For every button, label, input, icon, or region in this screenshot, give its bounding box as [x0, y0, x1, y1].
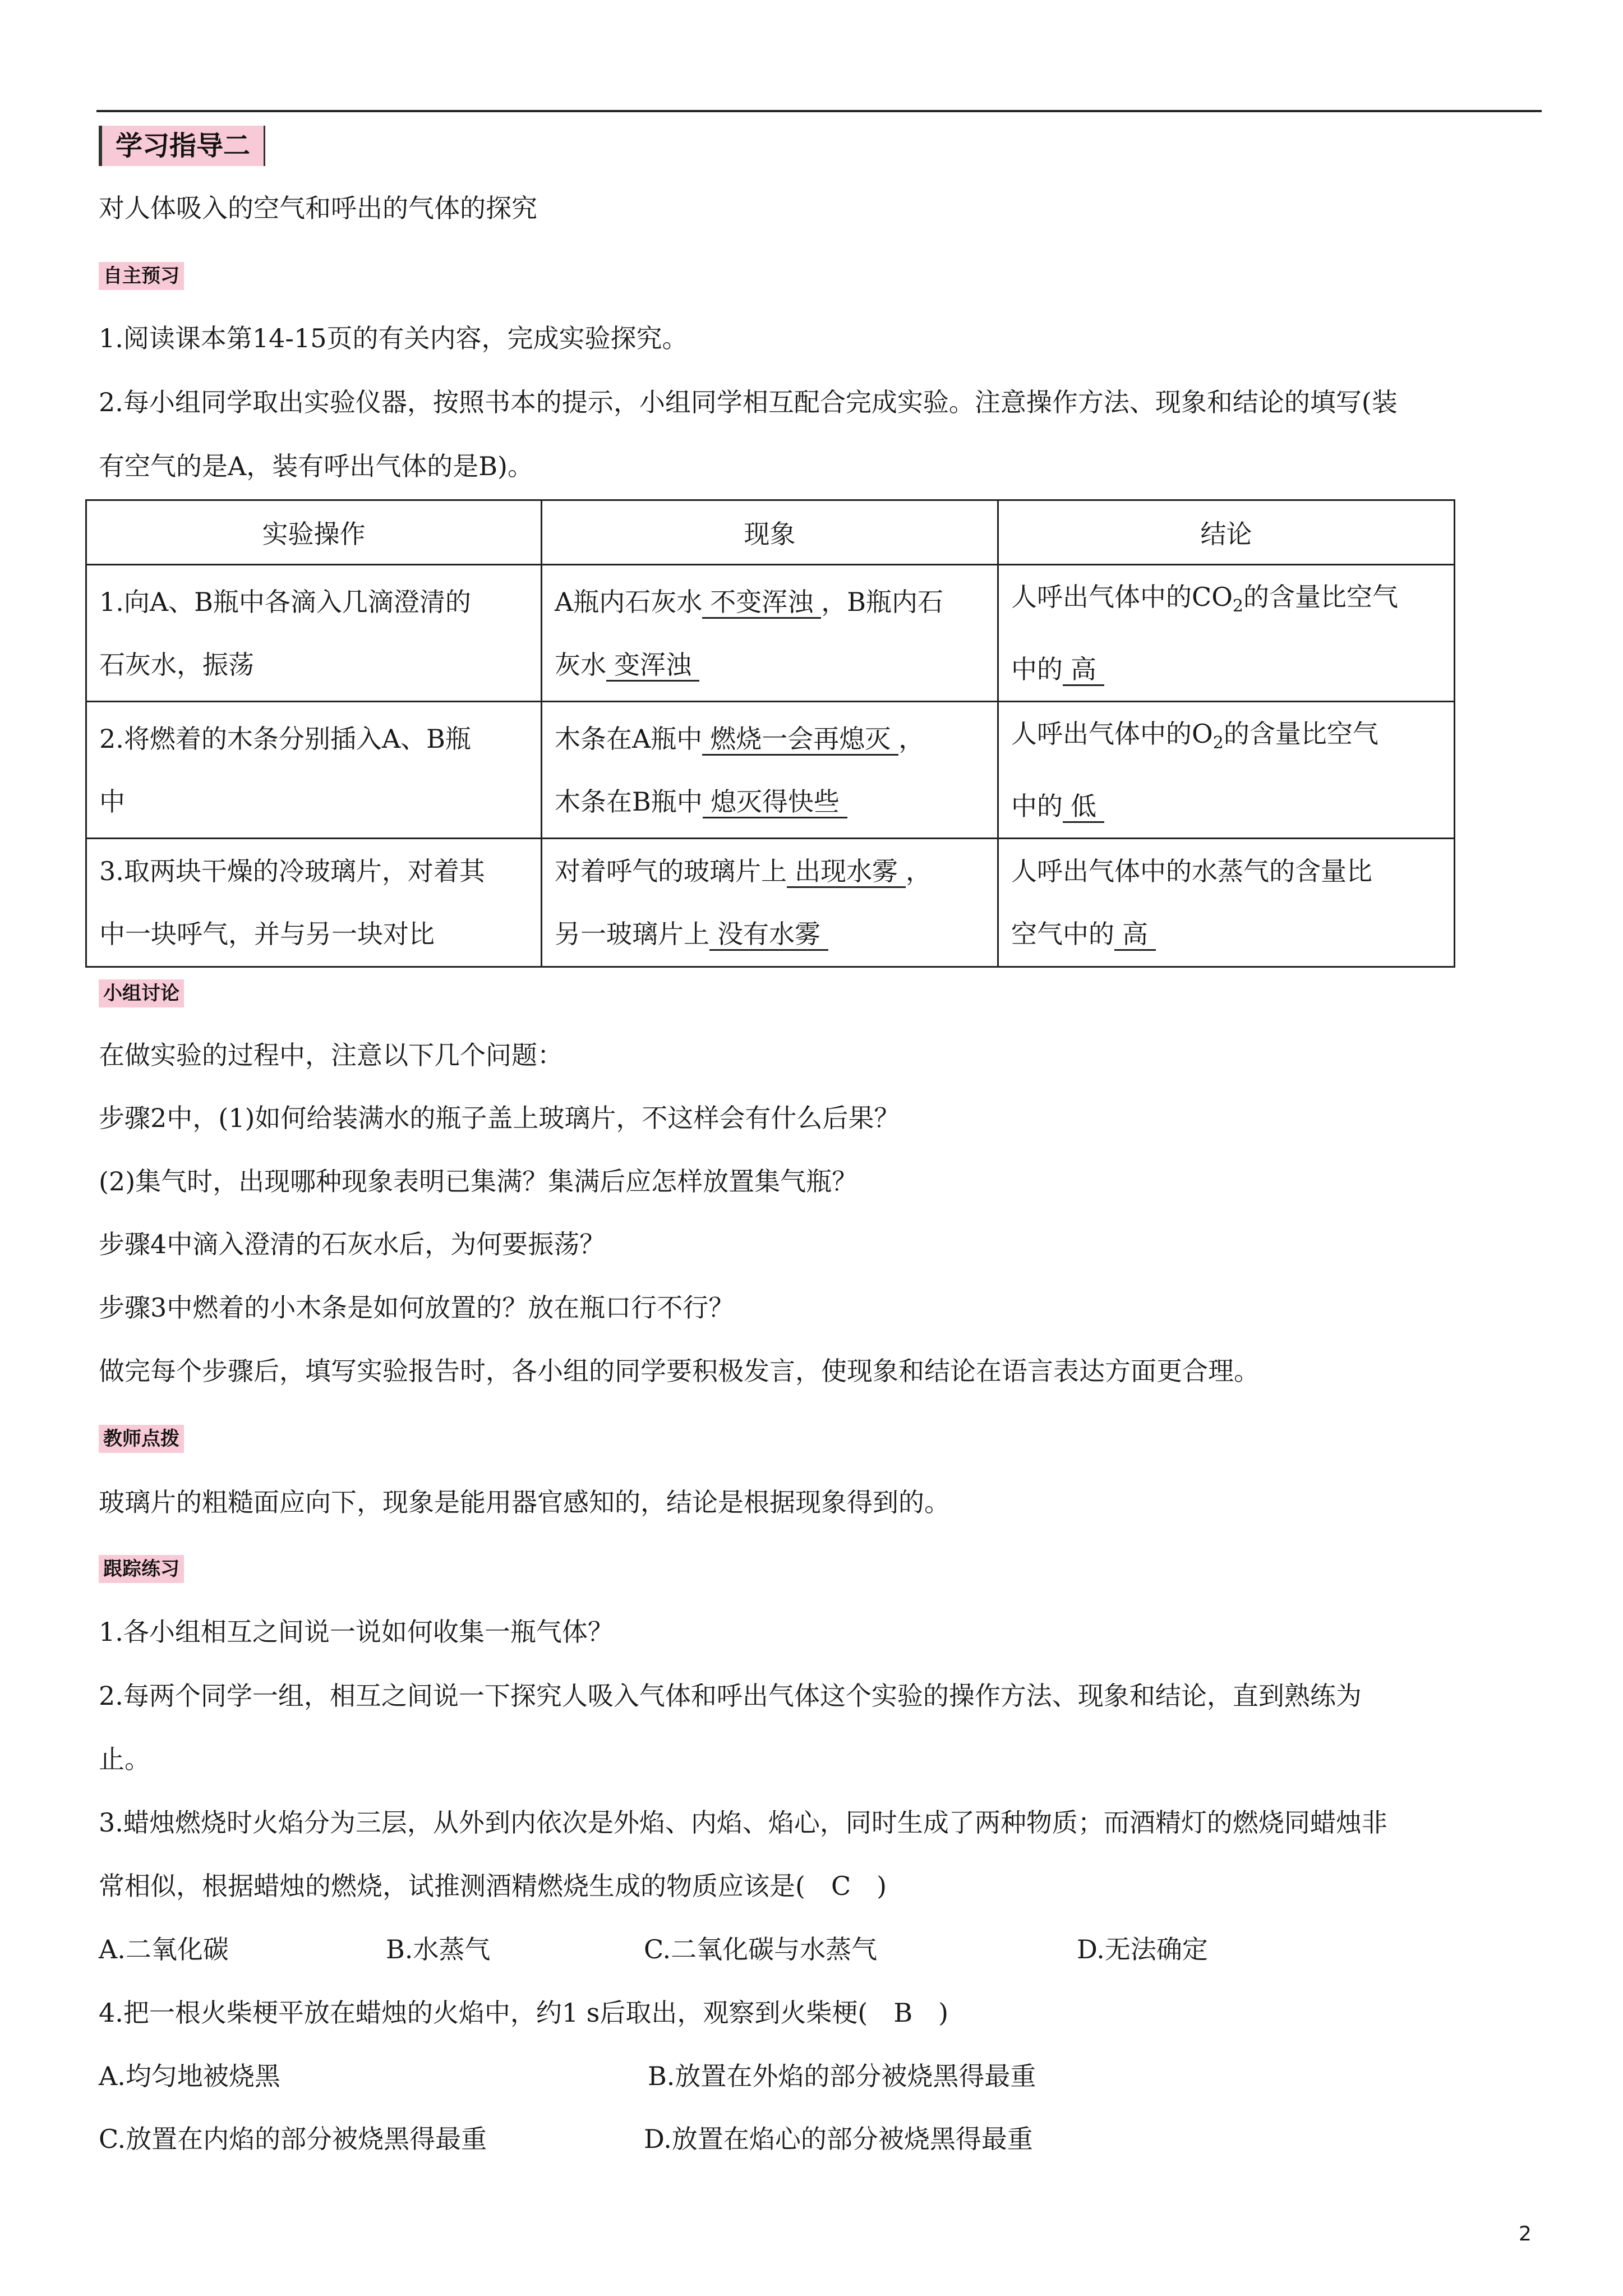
- answer-blank: 出现水雾: [787, 856, 906, 888]
- operation-cell: 1.向A、B瓶中各滴入几滴澄清的 石灰水，振荡: [86, 565, 542, 702]
- practice-q2: 2.每两个同学一组，相互之间说一下探究人吸入气体和呼出气体这个实验的操作方法、现象和结论，直到熟练为: [99, 1681, 1362, 1711]
- answer-blank: 高: [1063, 654, 1104, 686]
- conclusion-cell: 人呼出气体中的$CO_2$的含量比空气 中的 高: [998, 565, 1455, 702]
- phenomenon-cell: 木条在A瓶中 燃烧一会再熄灭 ， 木条在B瓶中 熄灭得快些: [542, 702, 998, 839]
- q3-option-d: D.无法确定: [1077, 1934, 1208, 1964]
- discussion-item: 步骤4中滴入澄清的石灰水后，为何要振荡？: [99, 1229, 606, 1259]
- practice-q1: 1.各小组相互之间说一说如何收集一瓶气体？: [99, 1617, 614, 1647]
- q4-option-a: A.均匀地被烧黑: [99, 2061, 280, 2091]
- answer-blank: 变浑浊: [606, 650, 699, 682]
- q3-option-c: C.二氧化碳与水蒸气: [644, 1934, 878, 1964]
- discussion-item: 在做实验的过程中，注意以下几个问题：: [99, 1040, 563, 1070]
- practice-q4: 4.把一根火柴梗平放在蜡烛的火焰中，约1 s后取出，观察到火柴梗( B ): [99, 1998, 949, 2028]
- header-conclusion: 结论: [998, 500, 1455, 565]
- discussion-item: (2)集气时，出现哪种现象表明已集满？集满后应怎样放置集气瓶？: [99, 1166, 858, 1197]
- preview-item-1: 1.阅读课本第14-15页的有关内容，完成实验探究。: [99, 323, 688, 353]
- tag-teacher: 教师点拨: [99, 1425, 184, 1453]
- tag-practice: 跟踪练习: [99, 1555, 184, 1583]
- table-row: [86, 565, 1455, 702]
- practice-q3: 3.蜡烛燃烧时火焰分为三层，从外到内依次是外焰、内焰、焰心，同时生成了两种物质；而酒精灯的燃烧同蜡烛非: [99, 1807, 1387, 1838]
- experiment-table: [85, 499, 1455, 968]
- discussion-item: 步骤3中燃着的小木条是如何放置的？放在瓶口行不行？: [99, 1292, 735, 1323]
- tag-preview: 自主预习: [99, 262, 184, 290]
- discussion-item: 步骤2中，(1)如何给装满水的瓶子盖上玻璃片，不这样会有什么后果？: [99, 1103, 900, 1133]
- practice-q3-cont: 常相似，根据蜡烛的燃烧，试推测酒精燃烧生成的物质应该是( C ): [99, 1871, 887, 1901]
- q3-option-a: A.二氧化碳: [99, 1934, 229, 1964]
- discussion-item: 做完每个步骤后，填写实验报告时，各小组的同学要积极发言，使现象和结论在语言表达方面更合理。: [99, 1356, 1260, 1386]
- header-phenomenon: 现象: [542, 500, 998, 565]
- page-number: 2: [1519, 2223, 1532, 2246]
- phenomenon-cell: A瓶内石灰水 不变浑浊 ，B瓶内石 灰水 变浑浊: [542, 565, 998, 702]
- answer-blank: 不变浑浊: [702, 587, 821, 619]
- answer-blank: 高: [1114, 919, 1156, 951]
- operation-cell: 2.将燃着的木条分别插入A、B瓶 中: [86, 702, 542, 839]
- table-row: [86, 702, 1455, 839]
- practice-q2-cont: 止。: [99, 1744, 150, 1774]
- operation-cell: 3.取两块干燥的冷玻璃片，对着其 中一块呼气，并与另一块对比: [86, 839, 542, 967]
- header-operation: 实验操作: [86, 500, 542, 565]
- table-row: [86, 839, 1455, 967]
- table-header-row: [86, 500, 1455, 565]
- conclusion-cell: 人呼出气体中的水蒸气的含量比 空气中的 高: [998, 839, 1455, 967]
- q4-option-d: D.放置在焰心的部分被烧黑得最重: [644, 2124, 1033, 2154]
- section-title: 学习指导二: [99, 126, 265, 166]
- answer-blank: 熄灭得快些: [703, 786, 847, 818]
- preview-item-2-cont: 有空气的是A，装有呼出气体的是B)。: [99, 451, 533, 481]
- q4-option-c: C.放置在内焰的部分被烧黑得最重: [99, 2124, 487, 2154]
- phenomenon-cell: 对着呼气的玻璃片上 出现水雾 ， 另一玻璃片上 没有水雾: [542, 839, 998, 967]
- subtitle: 对人体吸入的空气和呼出的气体的探究: [99, 193, 537, 223]
- teacher-text: 玻璃片的粗糙面应向下，现象是能用器官感知的，结论是根据现象得到的。: [99, 1487, 950, 1517]
- answer-blank: 没有水雾: [709, 919, 828, 951]
- answer-blank: 低: [1063, 791, 1104, 823]
- conclusion-cell: 人呼出气体中的$O_2$的含量比空气 中的 低: [998, 702, 1455, 839]
- q4-option-b: B.放置在外焰的部分被烧黑得最重: [648, 2061, 1036, 2091]
- answer-blank: 燃烧一会再熄灭: [702, 724, 898, 756]
- header-rule: [96, 110, 1542, 112]
- tag-discussion: 小组讨论: [99, 979, 184, 1007]
- q3-option-b: B.水蒸气: [386, 1934, 491, 1964]
- preview-item-2: 2.每小组同学取出实验仪器，按照书本的提示，小组同学相互配合完成实验。注意操作方法、现象和结论的填写(装: [99, 387, 1398, 417]
